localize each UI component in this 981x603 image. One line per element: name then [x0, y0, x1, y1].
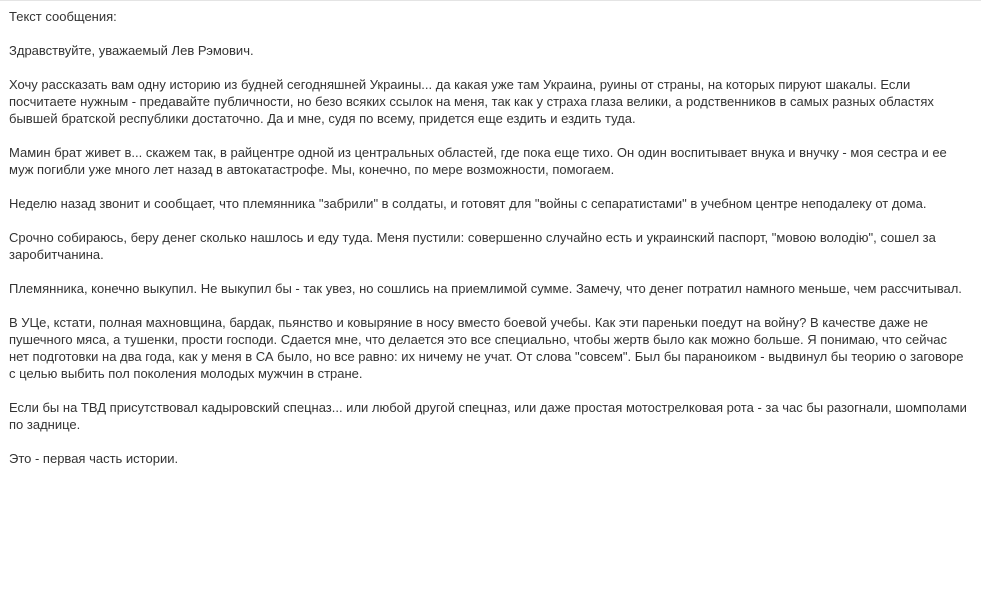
message-paragraph-greeting: Здравствуйте, уважаемый Лев Рэмович.: [9, 43, 254, 58]
message-paragraph: Хочу рассказать вам одну историю из будней сегодняшней Украины... да какая уже там Украина, руины от страны, на которых пируют шакалы. Если посчитаете нужным - предавайте публичности, но безо всяких ссылок на меня, так как у страха глаза велики, а родственников в самых разных областях бывшей братской республики достаточно. Да и мне, судя по всему, придется еще ездить и ездить туда.: [9, 77, 934, 126]
message-text-label: Текст сообщения:: [9, 9, 117, 24]
message-paragraph: Если бы на ТВД присутствовал кадыровский спецназ... или любой другой спецназ, или даже простая мотострелковая рота - за час бы разогнали, шомполами по заднице.: [9, 400, 967, 432]
message-paragraph: Племянника, конечно выкупил. Не выкупил бы - так увез, но сошлись на приемлимой сумме. Замечу, что денег потратил намного меньше, чем рассчитывал.: [9, 281, 962, 296]
message-paragraph-closing: Это - первая часть истории.: [9, 451, 179, 466]
top-divider: [0, 0, 981, 1]
message-paragraph: Мамин брат живет в... скажем так, в райцентре одной из центральных областей, где пока еще тихо. Он один воспитывает внука и внучку - моя сестра и ее муж погибли уже много лет назад в автокатастрофе. Мы, конечно, по мере возможности, помогаем.: [9, 145, 947, 177]
message-paragraph: Неделю назад звонит и сообщает, что племянника "забрили" в солдаты, и готовят для "войны с сепаратистами" в учебном центре неподалеку от дома.: [9, 196, 927, 211]
message-paragraph: В УЦе, кстати, полная махновщина, бардак, пьянство и ковыряние в носу вместо боевой учебы. Как эти пареньки поедут на войну? В качестве даже не пушечного мяса, а тушенки, прости господи. Сдается мне, что делается это все специально, чтобы жертв было как можно больше. Я понимаю, что сейчас нет подготовки на два года, как у меня в СА было, но все равно: их ничему не учат. От слова "совсем". Был бы параноиком - выдвинул бы теорию о заговоре с целью выбить пол поколения молодых мужчин в стране.: [9, 315, 964, 381]
message-paragraph: Срочно собираюсь, беру денег сколько нашлось и еду туда. Меня пустили: совершенно случайно есть и украинский паспорт, "мовою володію", сошел за заробитчанина.: [9, 230, 936, 262]
